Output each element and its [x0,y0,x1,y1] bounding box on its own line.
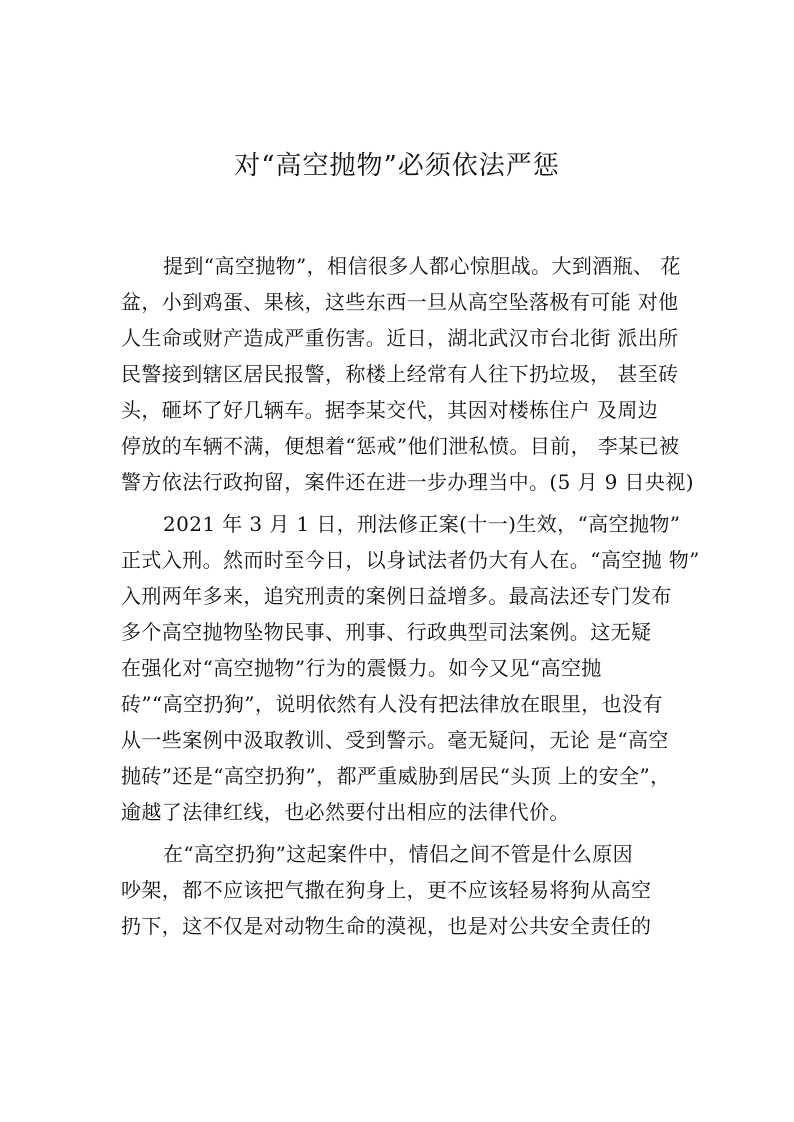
paragraph-1-line-2: 盆，小到鸡蛋、果核，这些东西一旦从高空坠落极有可能 对他 [121,290,679,314]
paragraph-2-line-3: 入刑两年多来，追究刑责的案例日益增多。最高法还专门发布 [121,584,672,608]
paragraph-1-line-1: 提到“高空抛物”，相信很多人都心惊胆战。大到酒瓶、 花 [163,254,681,278]
paragraph-1-line-6: 停放的车辆不满，便想着“惩戒”他们泄私愤。目前， 李某已被 [121,434,680,458]
document-title: 对“高空抛物”必须依法严惩 [234,151,560,181]
paragraph-1-line-7: 警方依法行政拘留，案件还在进一步办理当中。(5 月 9 日央视) [121,470,694,494]
paragraph-1-line-3: 人生命或财产造成严重伤害。近日，湖北武汉市台北街 派出所 [121,326,679,350]
paragraph-2-line-1: 2021 年 3 月 1 日，刑法修正案(十一)生效，“高空抛物” [163,512,681,536]
paragraph-3-line-2: 吵架，都不应该把气撒在狗身上，更不应该轻易将狗从高空 [121,878,652,902]
paragraph-1-line-5: 头，砸坏了好几辆车。据李某交代，其因对楼栋住户 及周边 [121,398,659,422]
paragraph-2-line-6: 砖”“高空扔狗”，说明依然有人没有把法律放在眼里，也没有 [121,692,663,716]
paragraph-2-line-2: 正式入刑。然而时至今日，以身试法者仍大有人在。“高空抛 物” [121,548,700,572]
paragraph-2-line-9: 逾越了法律红线，也必然要付出相应的法律代价。 [121,800,570,824]
paragraph-3-line-3: 扔下，这不仅是对动物生命的漠视，也是对公共安全责任的 [121,914,652,938]
paragraph-2-line-5: 在强化对“高空抛物”行为的震慑力。如今又见“高空抛 [121,656,602,680]
paragraph-1-line-4: 民警接到辖区居民报警，称楼上经常有人往下扔垃圾， 甚至砖 [121,362,679,386]
paragraph-2-line-8: 抛砖”还是“高空扔狗”，都严重威胁到居民“头顶 上的安全”， [121,764,671,788]
paragraph-2-line-7: 从一些案例中汲取教训、受到警示。毫无疑问，无论 是“高空 [121,728,669,752]
paragraph-3-line-1: 在“高空扔狗”这起案件中，情侣之间不管是什么原因 [163,842,634,866]
paragraph-2-line-4: 多个高空抛物坠物民事、刑事、行政典型司法案例。这无疑 [121,620,652,644]
